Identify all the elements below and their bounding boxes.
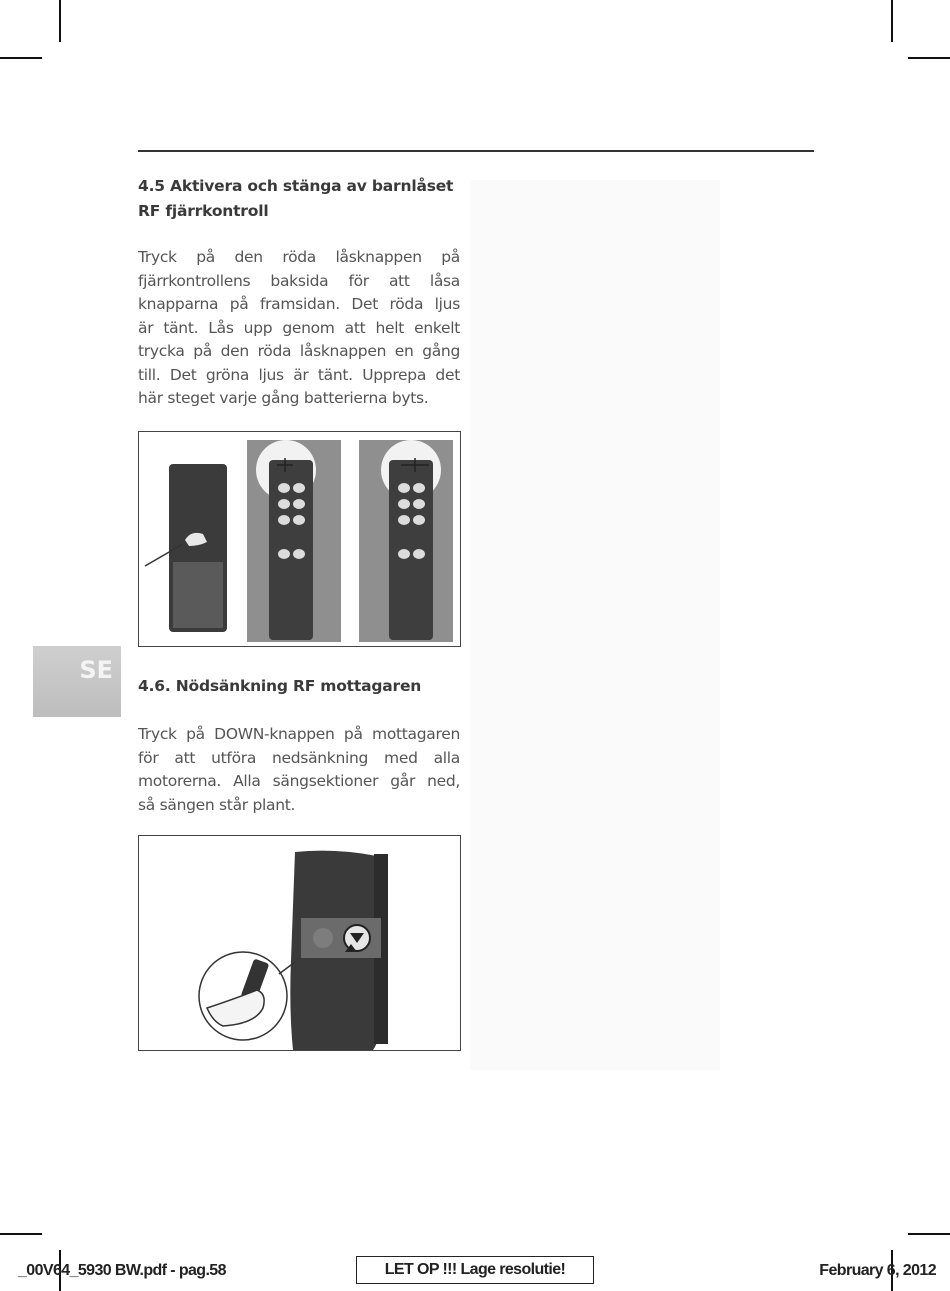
- remote-control-illustration: [139, 432, 460, 646]
- body-line: för att utföra nedsänkning med alla: [138, 748, 460, 767]
- receiver-figure: [138, 835, 461, 1051]
- body-line: är tänt. Lås upp genom att helt enkelt: [138, 318, 460, 337]
- section-4-5-heading: [138, 174, 463, 224]
- header-rule: [138, 150, 814, 152]
- language-tab-label: SE: [79, 656, 113, 684]
- body-line: så sängen står plant.: [138, 795, 296, 814]
- heading-line: 4.5 Aktivera och stänga av barnlåset: [138, 177, 454, 195]
- body-line: knapparna på framsidan. Det röda ljus: [138, 295, 460, 313]
- section-4-5-body: [138, 246, 460, 411]
- show-through: [470, 180, 720, 1070]
- remote-back-illustration: [145, 464, 227, 632]
- footer-warning-box: [356, 1256, 594, 1284]
- heading-line: RF fjärrkontroll: [138, 202, 269, 220]
- crop-mark: [891, 0, 893, 42]
- footer-date: February 6, 2012: [819, 1262, 936, 1279]
- crop-mark: [59, 0, 61, 42]
- remote-front-illustration: [247, 440, 341, 642]
- body-line: trycka på den röda låsknappen en gång: [138, 342, 460, 360]
- body-line: motorerna. Alla sängsektioner går ned,: [138, 772, 460, 790]
- remote-front-illustration: [359, 440, 453, 642]
- crop-mark: [908, 57, 950, 59]
- crop-mark: [0, 1233, 42, 1235]
- body-line: Tryck på DOWN-knappen på mottagaren: [138, 725, 460, 743]
- crop-mark: [908, 1233, 950, 1235]
- body-line: fjärrkontrollens baksida för att låsa: [138, 271, 460, 290]
- body-line: till. Det gröna ljus är tänt. Upprepa det: [138, 365, 460, 384]
- footer-filename: _00V64_5930 BW.pdf - pag.58: [18, 1262, 226, 1279]
- receiver-illustration: [139, 836, 460, 1050]
- footer-warning: LET OP !!! Lage resolutie!: [384, 1261, 566, 1278]
- body-line: Tryck på den röda låsknappen på: [138, 248, 460, 266]
- remote-control-figure: [138, 431, 461, 647]
- body-line: här steget varje gång batterierna byts.: [138, 389, 429, 407]
- crop-mark: [0, 57, 42, 59]
- section-4-6-heading: 4.6. Nödsänkning RF mottagaren: [138, 677, 422, 695]
- section-4-6-body: [138, 723, 460, 817]
- language-tab: [33, 646, 121, 717]
